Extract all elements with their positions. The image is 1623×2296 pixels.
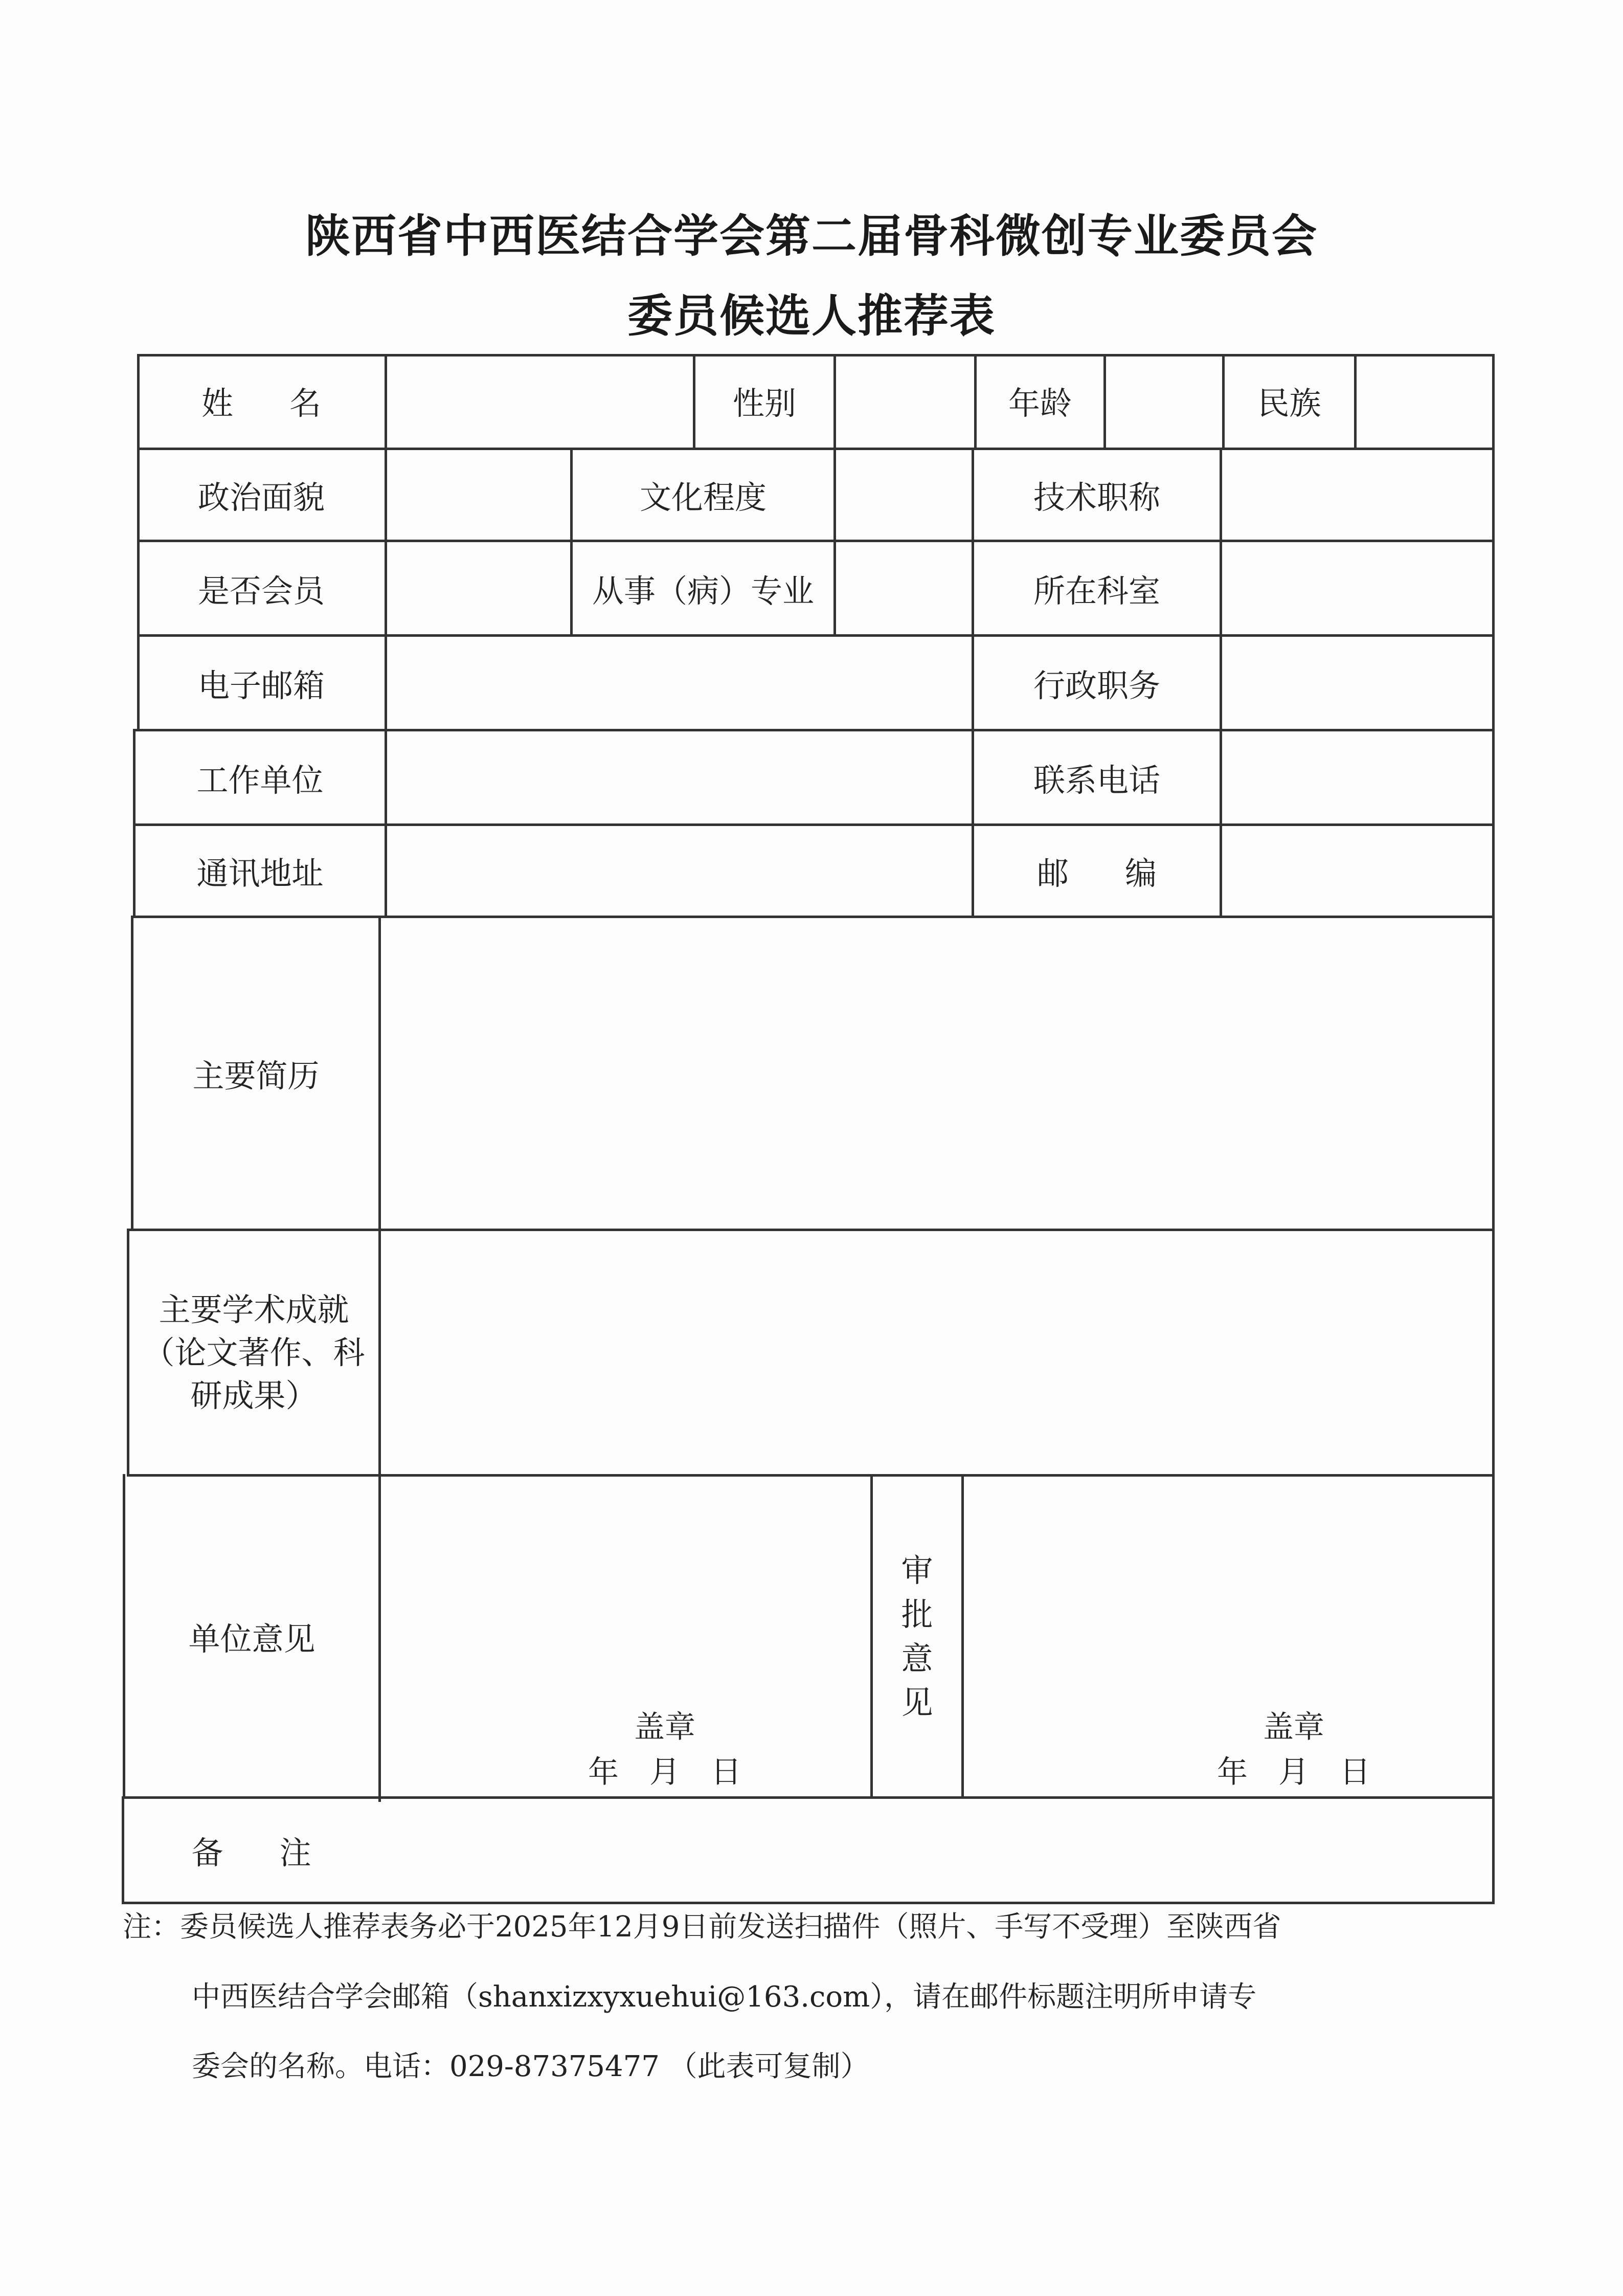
approval-seal-label: 盖章	[1263, 1709, 1324, 1745]
approval-char-1: 审	[901, 1551, 933, 1589]
achievements-label-line3: 研成果）	[190, 1376, 318, 1414]
phone-field[interactable]	[1222, 731, 1492, 823]
workplace-label: 工作单位	[196, 761, 324, 799]
specialty-label: 从事（病）专业	[592, 572, 814, 610]
address-field[interactable]	[387, 826, 972, 916]
achievements-field[interactable]	[381, 1231, 1492, 1474]
gender-label: 性别	[732, 385, 796, 422]
department-field[interactable]	[1222, 542, 1492, 634]
ethnicity-label: 民族	[1257, 385, 1321, 422]
workplace-field[interactable]	[387, 731, 972, 823]
remarks-field[interactable]	[381, 1799, 1492, 1902]
political-status-label: 政治面貌	[197, 479, 325, 516]
note-line-2: 中西医结合学会邮箱（shanxizxyxuehui@163.com），请在邮件标题注明所申请专	[192, 1980, 1257, 2014]
education-label: 文化程度	[639, 479, 767, 516]
political-status-field[interactable]	[387, 450, 570, 540]
email-field[interactable]	[387, 637, 972, 729]
address-label: 通讯地址	[196, 855, 324, 892]
approval-date-label: 年 月 日	[1217, 1754, 1370, 1790]
achievements-label-line1: 主要学术成就	[159, 1290, 349, 1328]
approval-char-3: 意	[901, 1639, 933, 1677]
approval-char-4: 见	[901, 1683, 933, 1721]
unit-date-label: 年 月 日	[588, 1754, 741, 1790]
note-line-1: 注：委员候选人推荐表务必于2025年12月9日前发送扫描件（照片、手写不受理）至陕西省	[123, 1910, 1281, 1944]
remarks-label: 备注	[191, 1834, 368, 1871]
note-line-3: 委会的名称。电话：029-87375477 （此表可复制）	[192, 2050, 869, 2083]
tech-title-field[interactable]	[1222, 450, 1492, 540]
member-label: 是否会员	[197, 572, 325, 610]
achievements-label-line2: （论文著作、科	[143, 1333, 365, 1371]
age-field[interactable]	[1106, 356, 1222, 448]
resume-label: 主要简历	[192, 1057, 320, 1095]
admin-position-label: 行政职务	[1033, 666, 1160, 704]
achievements-label	[129, 1231, 378, 1474]
education-field[interactable]	[836, 450, 972, 540]
approval-char-2: 批	[901, 1595, 933, 1633]
form-title: 陕西省中西医结合学会第二届骨科微创专业委员会	[305, 210, 1318, 262]
tech-title-label: 技术职称	[1033, 479, 1160, 516]
name-field[interactable]	[387, 356, 693, 448]
resume-field[interactable]	[381, 918, 1492, 1229]
specialty-field[interactable]	[836, 542, 972, 634]
unit-opinion-label: 单位意见	[188, 1620, 315, 1658]
member-field[interactable]	[387, 542, 570, 634]
email-label: 电子邮箱	[197, 666, 325, 704]
department-label: 所在科室	[1033, 572, 1160, 610]
ethnicity-field[interactable]	[1357, 356, 1492, 448]
unit-seal-label: 盖章	[634, 1709, 695, 1745]
postcode-label: 邮编	[1036, 855, 1213, 892]
admin-position-field[interactable]	[1222, 637, 1492, 729]
name-label: 姓名	[201, 385, 377, 422]
phone-label: 联系电话	[1033, 761, 1160, 799]
age-label: 年龄	[1008, 385, 1072, 422]
approval-opinion-label	[873, 1477, 961, 1796]
postcode-field[interactable]	[1222, 826, 1492, 916]
form-subtitle: 委员候选人推荐表	[627, 289, 996, 342]
gender-field[interactable]	[836, 356, 974, 448]
